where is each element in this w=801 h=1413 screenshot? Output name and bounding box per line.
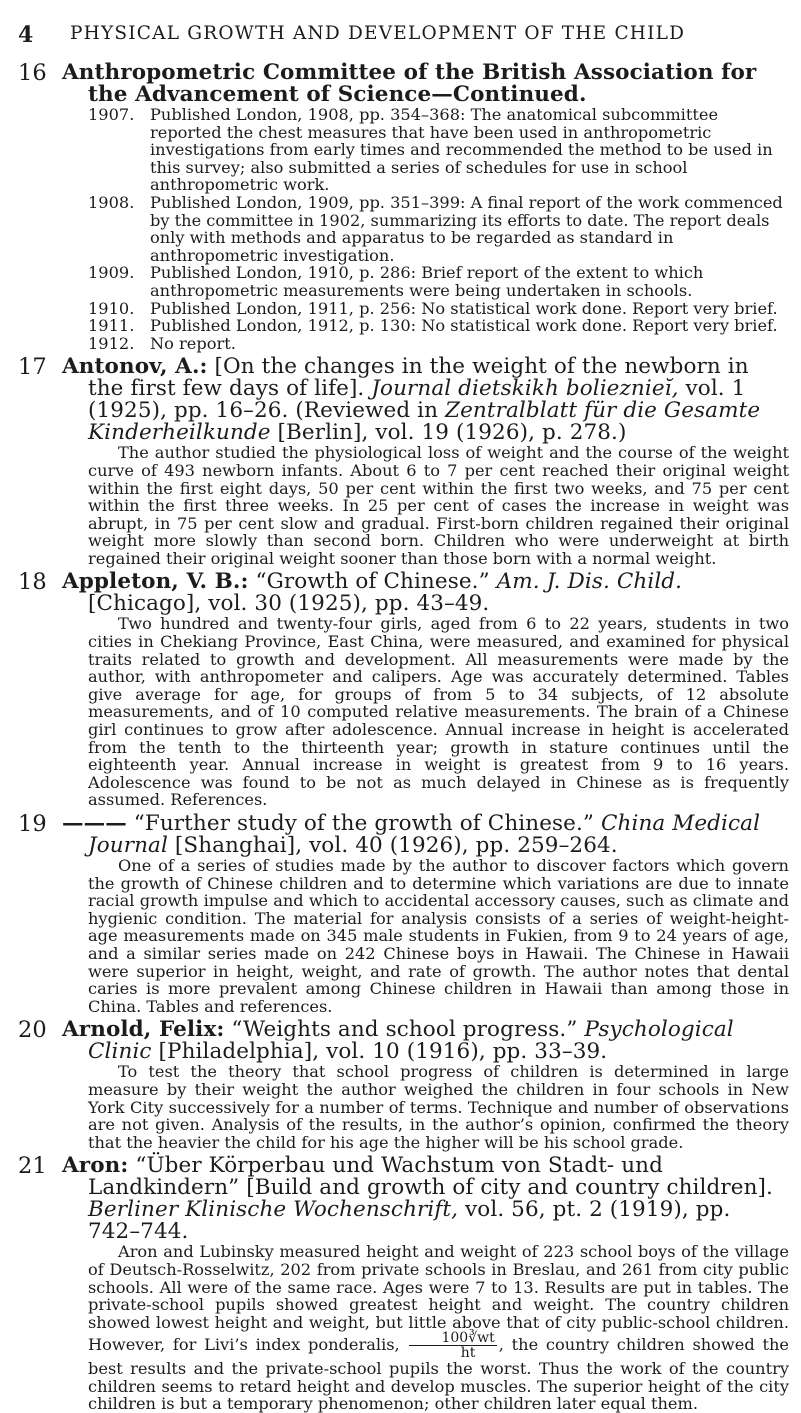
entry-number: 17 [18,354,47,381]
bibliography [0,62,801,1413]
entry-number: 16 [18,60,47,86]
entry-abstract: Aron and Lubinsky measured height and weight of 223 school boys of the village of Deutsch-Rosselwitz, 202 from private schools in Breslau, and 261 from city public schools. All were of the same race. Ages were 7 to 13. Results are put in tables. The private-school pupils showed greatest height and weight. The country children showed lowest height and weight, but little above that of city public-school children. However, for Livi’s index ponderalis, $\frac{100∛wt}{ht}$ , the country children showed the best results and the private-school pupils the worst. Thus the work of the country children seems to retard height and develop muscles. The superior height of the city children is but a temporary phenomenon; other children later equal them. [88,1242,789,1413]
entry-abstract: The author studied the physiological loss of weight and the course of the weight curve of 493 newborn infants. About 6 to 7 per cent reached their original weight within the first eight days, 50 per cent within the first two weeks, and 75 per cent within the first three weeks. In 25 per cent of cases the increase in weight was abrupt, in 75 per cent slow and gradual. First-born children regained their original weight more slowly than second born. Children who were underweight at birth regained their original weight sooner than those born with a normal weight. [88,443,789,568]
running-title: PHYSICAL GROWTH AND DEVELOPMENT OF THE CHILD [70,23,686,44]
entry-heading: Anthropometric Committee of the British Association for the Advancement of Science—Continued. [62,60,757,107]
entry-abstract: Two hundred and twenty-four girls, aged from 6 to 22 years, students in two cities in Chekiang Province, East China, were measured, and examined for physical traits related to growth and development. All measurements were made by the author, with anthropometer and calipers. Age was accurately determined. Tables give average for age, for groups of from 5 to 34 subjects, of 12 absolute measurements, and of 10 computed relative measurements. The brain of a Chinese girl continues to grow after adolescence. Annual increase in height is accelerated from the tenth to the thirteenth year; growth in stature continues until the eighteenth year. Annual increase in weight is greatest from 9 to 16 years. Adolescence was found to be not as much delayed in Chinese as is frequently assumed. References. [88,614,789,810]
entry-number: 20 [18,1017,47,1044]
entry-17 [0,356,801,567]
entry-20 [0,1019,801,1151]
entry-heading: Antonov, A.: [On the changes in the weight of the newborn in the first few days of life]. Journal dietskikh bolieznieĭ, vol. 1 (1925), pp. 16–26. (Reviewed in Zentralblatt für die Gesamte Kinderheilkunde [Berlin], vol. 19 (1926), p. 278.) [62,354,761,446]
index-ponderalis-formula: $\frac{100∛wt}{ht}$ [409,1331,496,1360]
entry-heading: Appleton, V. B.: “Growth of Chinese.” Am. J. Dis. Child. [Chicago], vol. 30 (1925), pp. 43–49. [62,569,683,617]
entry-18 [0,571,801,809]
publication-1910: 1910. Published London, 1911, p. 256: No statistical work done. Report very brief. [88,298,778,318]
entry-21 [0,1155,801,1413]
publication-1908: 1908. Published London, 1909, pp. 351–399: A final report of the work commenced by the committee in 1902, summarizing its efforts to date. The report deals only with methods and apparatus to be regarded as standard in anthropometric investigation. [88,192,783,265]
entry-abstract: To test the theory that school progress of children is determined in large measure by their weight the author weighed the children in four schools in New York City successively for a number of terms. Technique and number of observations are not given. Analysis of the results, in the author’s opinion, confirmed the theory that the heavier the child for his age the higher will be his school grade. [88,1062,789,1152]
entry-16 [0,62,801,352]
entry-number: 21 [18,1153,47,1180]
page-header [0,22,801,50]
entry-number: 19 [18,811,47,837]
publication-1909: 1909. Published London, 1910, p. 286: Brief report of the extent to which anthropometric measurements were being undertaken in schools. [88,263,704,300]
entry-19 [0,813,801,1015]
entry-abstract: One of a series of studies made by the author to discover factors which govern the growth of Chinese children and to determine which variations are due to innate racial growth impulse and which to accidental accessory causes, such as climate and hygienic condition. The material for analysis consists of a series of weight-height-age measurements made on 345 male students in Fukien, from 9 to 24 years of age, and a similar series made on 242 Chinese boys in Hawaii. The Chinese in Hawaii were superior in height, weight, and rate of growth. The author notes that dental caries is more prevalent among Chinese children in Hawaii than among those in China. Tables and references. [88,856,789,1016]
entry-number: 18 [18,569,47,596]
entry-heading: Aron: “Über Körperbau und Wachstum von Stadt- und Landkindern” [Build and growth of city and country children]. Berliner Klinische Wochenschrift, vol. 56, pt. 2 (1919), pp. 742–744. [62,1153,773,1245]
publication-1911: 1911. Published London, 1912, p. 130: No statistical work done. Report very brief. [88,316,778,336]
page-number: 4 [18,22,34,48]
entry-heading: ——— “Further study of the growth of Chinese.” China Medical Journal [Shanghai], vol. 40 (1926), pp. 259–264. [62,811,761,858]
publication-1907: 1907. Published London, 1908, pp. 354–368: The anatomical subcommittee reported the chest measures that have been used in anthropometric investigations from early times and recommended the method to be used in this survey; also submitted a series of schedules for use in school anthropometric work. [88,105,773,195]
publication-1912: 1912. No report. [88,333,236,353]
entry-heading: Arnold, Felix: “Weights and school progress.” Psychological Clinic [Philadelphia], vol. 10 (1916), pp. 33–39. [62,1017,734,1065]
